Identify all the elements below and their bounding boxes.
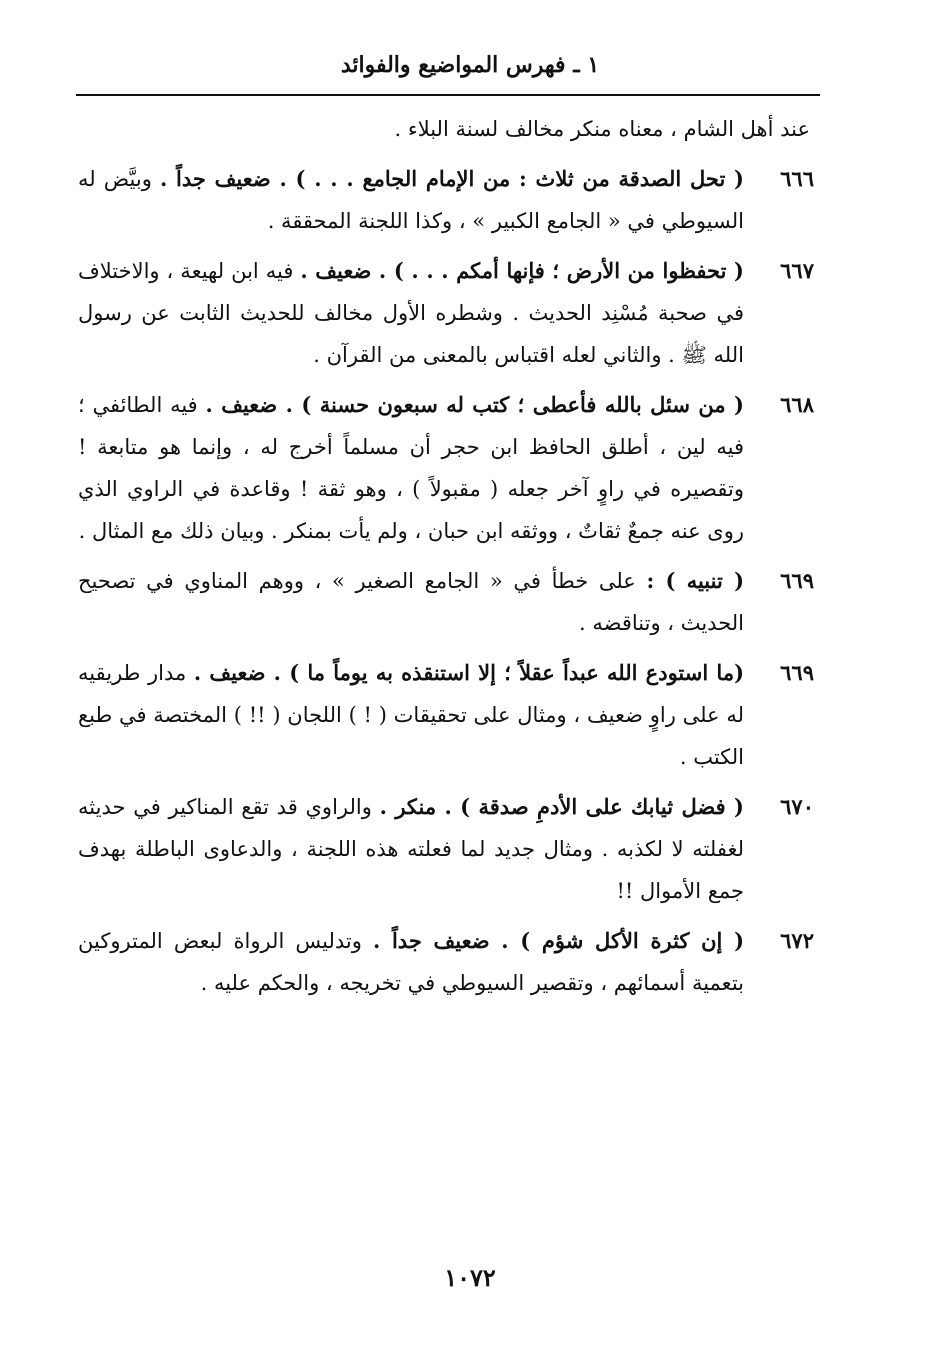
entry-note: مدار طريقيه له على راوٍ ضعيف ، ومثال على تحقيقات ( ! ) اللجان ( !! ) المختصة في طبع الكتب . — [78, 661, 744, 769]
entry-title: (ما استودع الله عبداً عقلاً ؛ إلا استنقذه به يوماً ما ) . ضعيف . — [193, 660, 745, 685]
entry-text — [78, 384, 744, 552]
entry-note: وتدليس الرواة لبعض المتروكين بتعمية أسمائهم ، وتقصير السيوطي في تخريجه ، والحكم عليه . — [78, 929, 744, 995]
entry-title: ( من سئل بالله فأعطى ؛ كتب له سبعون حسنة ) . ضعيف . — [205, 392, 744, 417]
entry-title: ( فضل ثيابك على الأدمِ صدقة ) . منكر . — [379, 794, 744, 819]
index-entry — [78, 920, 820, 1004]
entry-number: ٦٦٧ — [780, 258, 814, 283]
entry-title: ( إن كثرة الأكل شؤم ) . ضعيف جداً . — [372, 928, 744, 953]
entry-number: ٦٦٦ — [780, 166, 814, 191]
entry-text — [78, 158, 744, 242]
entry-note: فيه الطائفي ؛ فيه لين ، أطلق الحافظ ابن حجر أن مسلماً أخرج له ، وإنما هو متابعة ! وتقصيره في راوٍ آخر جعله ( مقبولاً ) ، وهو ثقة ! وقاعدة في الراوي الذي روى عنه جمعٌ ثقاتٌ ، ووثقه ابن حبان ، ولم يأت بمنكر . وبيان ذلك مع المثال . — [78, 393, 744, 543]
entry-title: ( تحفظوا من الأرض ؛ فإنها أمكم . . . ) . ضعيف . — [300, 258, 744, 283]
entry-text — [78, 786, 744, 912]
header-rule — [76, 94, 820, 96]
entry-text — [78, 250, 744, 376]
index-entry — [78, 158, 820, 242]
entry-number: ٦٦٩ — [780, 660, 814, 685]
continuation-text: عند أهل الشام ، معناه منكر مخالف لسنة البلاء . — [394, 117, 810, 141]
page-number: ١٠٧٢ — [444, 1263, 496, 1292]
index-entry — [78, 786, 820, 912]
entry-title: ( تحل الصدقة من ثلاث : من الإمام الجامع . . . ) . ضعيف جداً . — [159, 166, 744, 191]
entry-note: والراوي قد تقع المناكير في حديثه لغفلته لا لكذبه . ومثال جديد لما فعلته هذه اللجنة ، والدعاوى الباطلة بهدف جمع الأموال !! — [78, 795, 744, 903]
entry-number: ٦٧٠ — [780, 794, 814, 819]
entry-title: ( تنبيه ) : — [646, 568, 745, 593]
entry-number: ٦٦٨ — [780, 392, 814, 417]
index-body — [78, 108, 820, 1012]
entry-note: وبيَّض له السيوطي في « الجامع الكبير » ، وكذا اللجنة المحققة . — [78, 167, 744, 233]
index-entry — [78, 560, 820, 644]
entry-number: ٦٦٩ — [780, 568, 814, 593]
entry-note: على خطأ في « الجامع الصغير » ، ووهم المناوي في تصحيح الحديث ، وتناقضه . — [78, 569, 744, 635]
page-header: ١ ـ فهرس المواضيع والفوائد — [340, 52, 600, 78]
entry-note: فيه ابن لهيعة ، والاختلاف في صحبة مُسْنِد الحديث . وشطره الأول مخالف للحديث الثابت عن رسول الله ﷺ . والثاني لعله اقتباس بالمعنى من القرآن . — [78, 259, 744, 367]
index-entry — [78, 250, 820, 376]
index-entry — [78, 652, 820, 778]
entry-number: ٦٧٢ — [780, 928, 814, 953]
index-entry — [78, 384, 820, 552]
entry-text — [78, 652, 744, 778]
entry-text — [78, 560, 744, 644]
entry-text — [78, 920, 744, 1004]
